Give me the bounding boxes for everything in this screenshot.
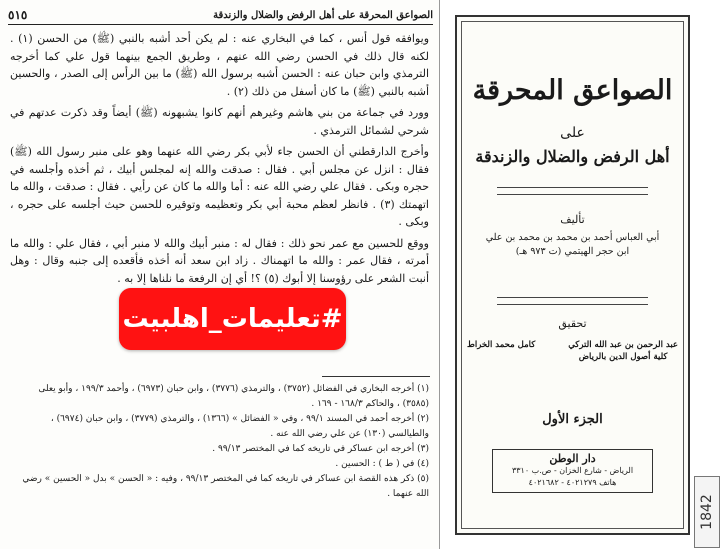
cover-title: الصواعق المحرقة: [472, 75, 673, 106]
editor-left: [467, 339, 535, 363]
ornament-divider: [497, 187, 648, 195]
library-stamp-number: 1842: [699, 494, 716, 530]
paragraph: ويوافقه قول أنس ، كما في البخاري عنه : لم يكن أحد أشبه بالنبي (ﷺ) من الحسن (١) . لكنه قال ذلك في الحسن رضي الله عنهم ، وطريق الجمع بينهما قول علي كما أخرجه الترمذي وابن حبان عنه : الحسن أشبه برسول الله (ﷺ) ما بين الرأس إلى الصدر ، والحسين أشبه بالنبي (ﷺ) ما كان أسفل من ذلك (٢) .: [10, 32, 430, 98]
paragraph: وورد في جماعة من بني هاشم وغيرهم أنهم كانوا يشبهونه (ﷺ) أيضاً وقد ذكرت عدتهم في شرحي لشمائل الترمذي .: [10, 106, 429, 137]
editor-left-name: كامل محمد الخراط: [467, 340, 536, 350]
footnote: (٥) ذكر هذه القصة ابن عساكر في تاريخه كما في المختصر ٩٩/١٣ ، وفيه : « الحسن » بدل « الحسين » رضي الله عنهما .: [22, 474, 429, 499]
author-death: ابن حجر الهيتمي (ت ٩٧٣ هـ): [515, 246, 630, 257]
running-head-title: الصواعق المحرقة على أهل الرفض والضلال والزندقة: [213, 9, 433, 21]
publisher-name: دار الوطن: [549, 452, 596, 465]
author-name: أبي العباس أحمد بن محمد بن محمد بن علي: [485, 232, 660, 243]
cover-subtitle: أهل الرفض والضلال والزندقة: [475, 147, 670, 166]
publisher-address: الرياض - شارع الخزان - ص.ب ٣٣١٠: [511, 466, 634, 475]
library-stamp: [694, 476, 720, 548]
page-body: [10, 30, 429, 291]
footnote-separator: [322, 376, 430, 377]
cover-alaa: على: [560, 125, 585, 141]
page-number: ٥١٥: [8, 8, 28, 22]
editor-right-affiliation: كلية أصول الدين بالرياض: [578, 352, 668, 362]
book-cover: [455, 15, 690, 535]
footnote: (٤) في ( ط ) : الحسين .: [335, 459, 429, 469]
hashtag-banner: #تعليمات_اهلبيت: [119, 288, 346, 350]
publisher-phone: هاتف ٤٠٢١٢٧٩ - ٤٠٢١٦٨٢: [528, 478, 617, 487]
footnote: (٢) أخرجه أحمد في المسند ٩٩/١ ، وفي « الفضائل » (١٣٦٦) ، والترمذي (٣٧٧٩) ، وابن حبان (٦٩٧٤) ، والطيالسي (١٣٠) عن علي رضي الله عنه .: [50, 414, 429, 439]
paragraph: ووقع للحسين مع عمر نحو ذلك : فقال له : منبر أبيك والله لا منبر أبي ، فقال علي : والله ما أمرته ، فقال عمر : والله ما اتهمناك . زاد ابن سعد أنه أخذه فأقعده إلى جنبه وقال : وهل أنبت الشعر على رؤوسنا إلا أبوك (٥) ؟! أي إن الرفعة ما نلناها إلا به .: [10, 236, 429, 285]
cover-talif-label: تأليف: [560, 213, 585, 226]
publisher-box: [492, 449, 653, 493]
paragraph: وأخرج الدارقطني أن الحسن جاء لأبي بكر رضي الله عنهما وهو على منبر رسول الله (ﷺ) فقال : انزل عن مجلس أبي . فقال : صدقت والله إنه لمجلس أبيك ، ثم أخذه وأجلسه في حجره وبكى . فقال علي رضي الله عنه : أما والله ما كان عن رأيي . فقال : صدقت ، والله ما اتهمتك (٣) . فانظر لعظم محبة أبي بكر وتعظيمه وتوقيره للحسن حيث أجلسه على حجره ، وبكى .: [10, 145, 429, 228]
cover-tahqiq-label: تحقيق: [558, 317, 587, 330]
footnote: (٣) أخرجه ابن عساكر في تاريخه كما في المختصر ٩٩/١٣ .: [212, 444, 429, 454]
cover-author: [467, 231, 678, 259]
footnotes: [10, 382, 429, 502]
cover-volume: الجزء الأول: [542, 412, 603, 427]
editor-right: [568, 339, 678, 363]
ornament-divider: [497, 297, 648, 305]
footnote: (١) أخرجه البخاري في الفضائل (٣٧٥٢) ، والترمذي (٣٧٧٦) ، وابن حبان (٦٩٧٣) ، وأحمد ١٩٩/٣ ، وأبو يعلى (٣٥٨٥) ، والحاكم ١٦٨/٣ - ١٦٩ .: [38, 384, 429, 409]
running-head: [8, 6, 433, 25]
cover-editors: [467, 339, 678, 363]
editor-right-name: عبد الرحمن بن عبد الله التركي: [568, 340, 678, 350]
